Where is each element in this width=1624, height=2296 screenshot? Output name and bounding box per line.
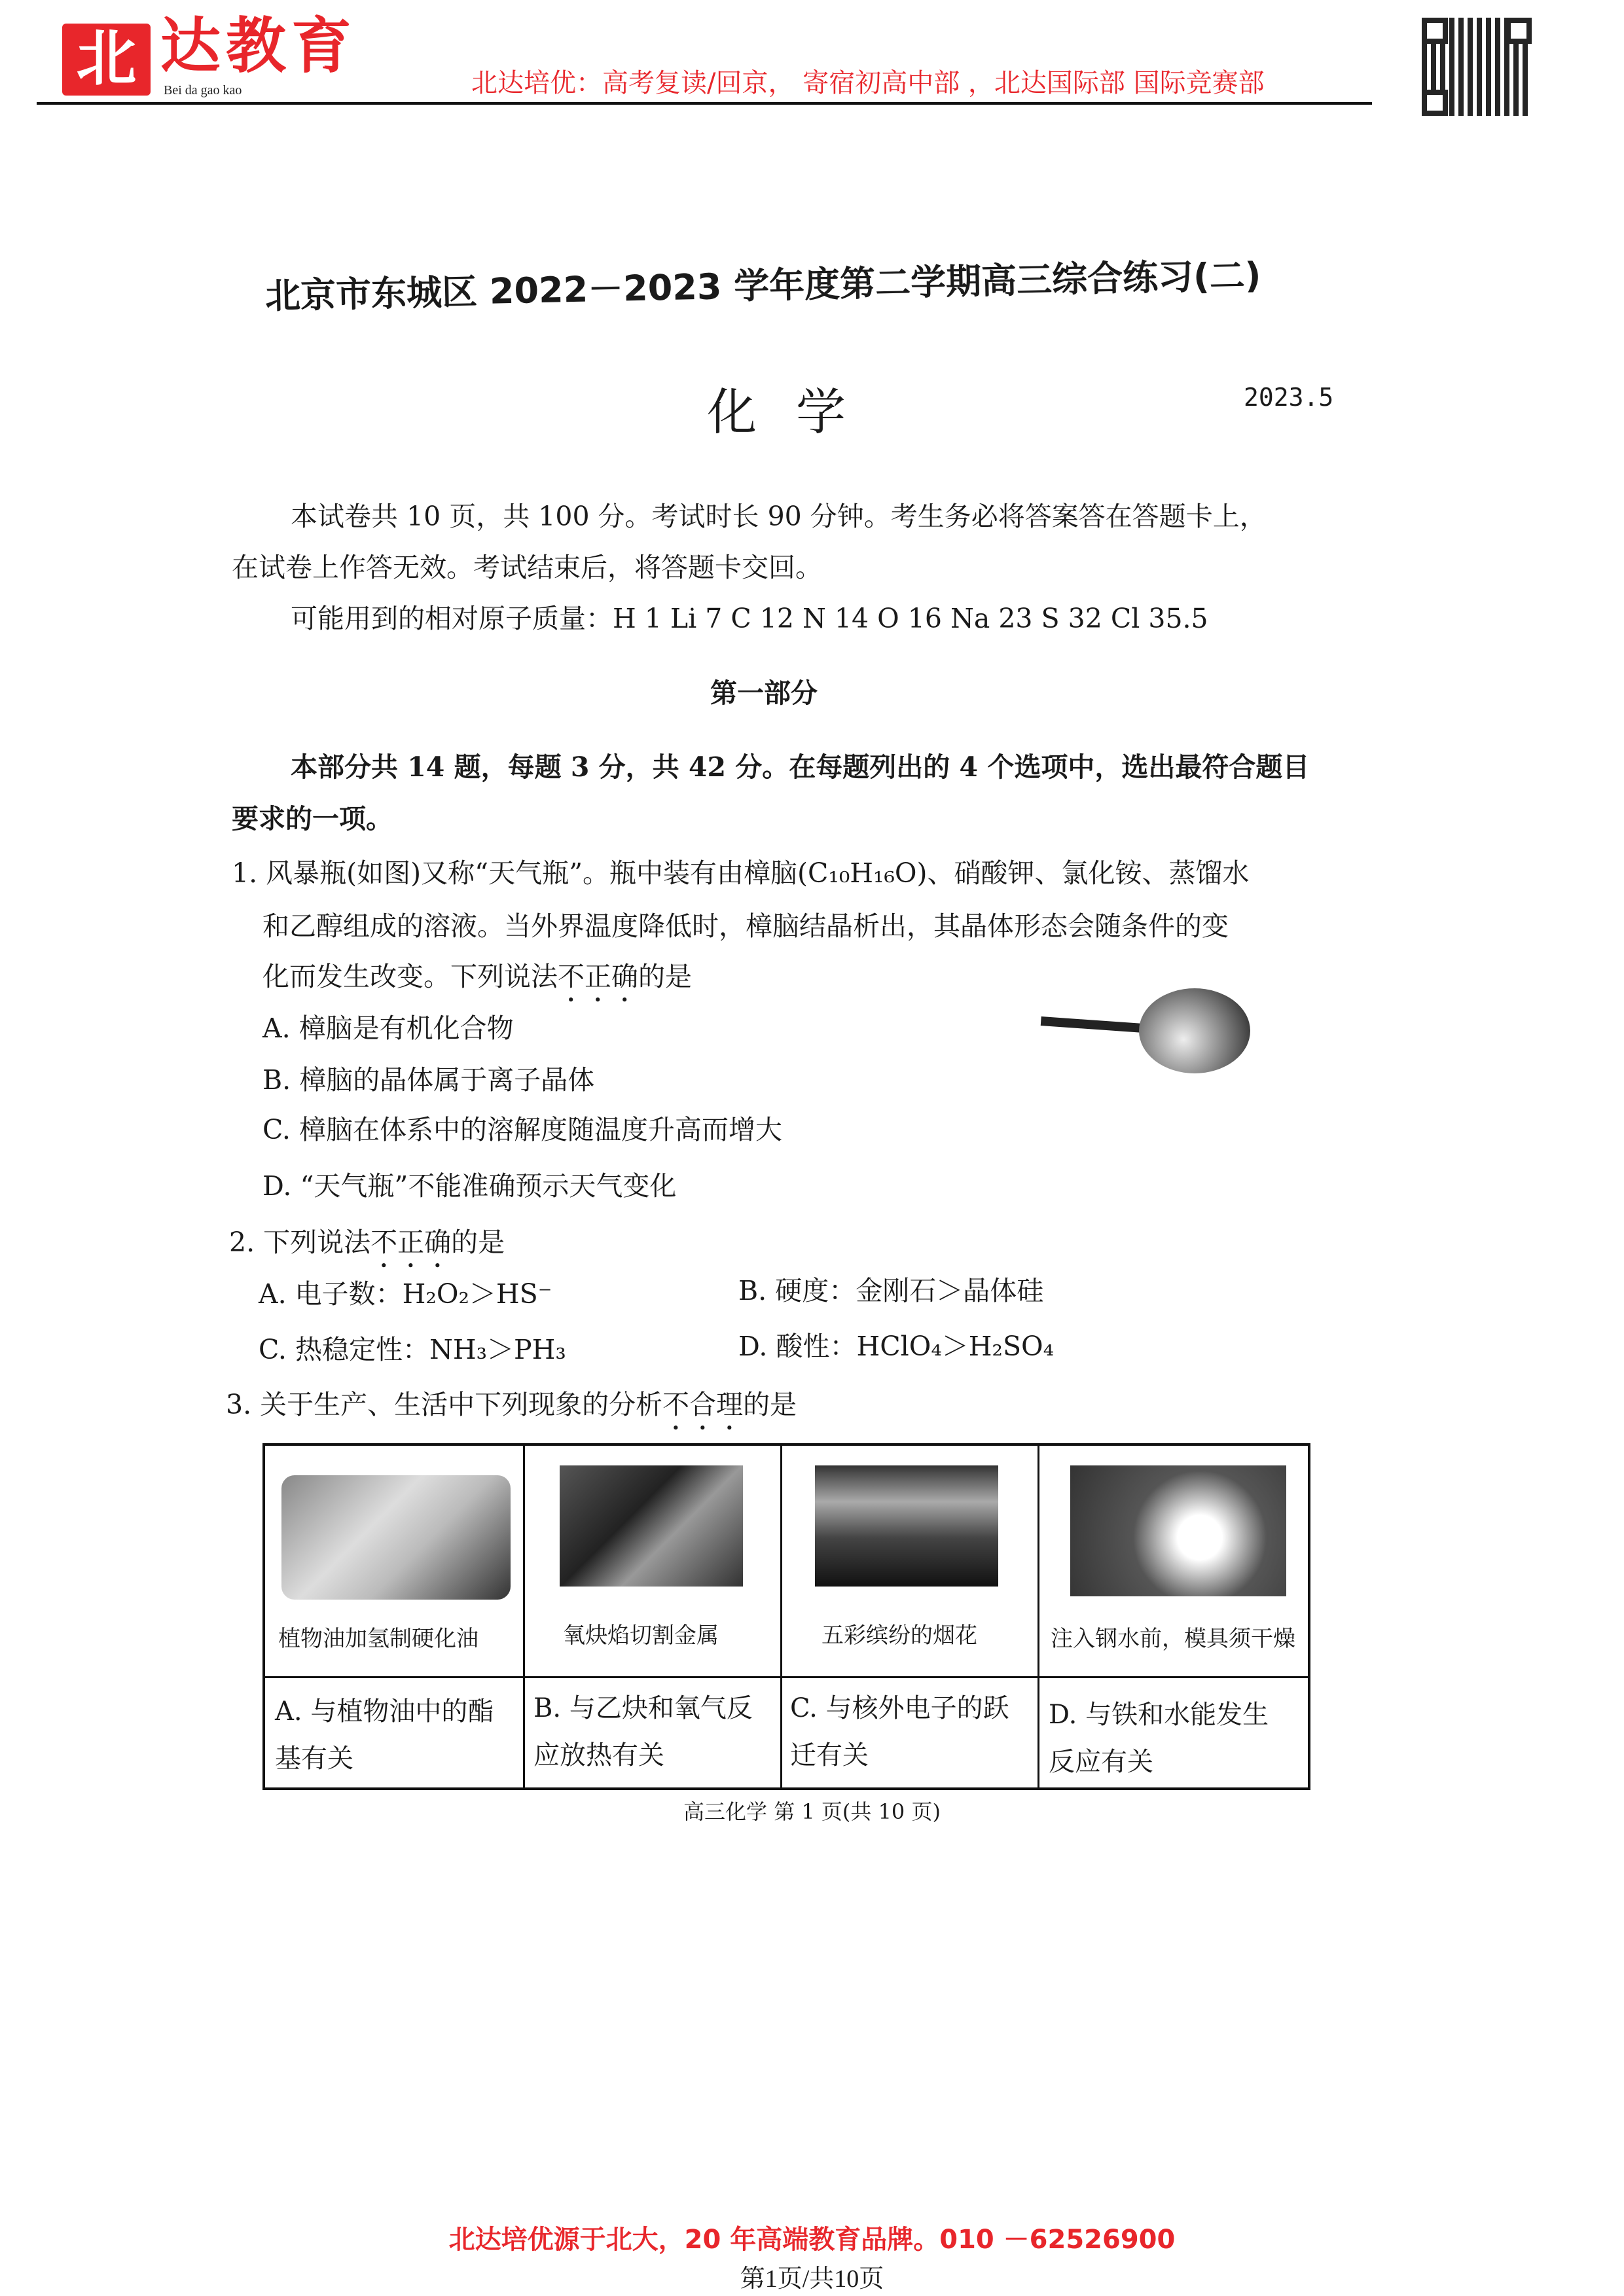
- intro-line: 在试卷上作答无效。考试结束后，将答题卡交回。: [232, 552, 822, 583]
- emphasis-text: 不正确: [370, 1227, 452, 1258]
- molten-steel-photo: [1070, 1465, 1286, 1596]
- question-1-option: D. “天气瓶”不能准确预示天气变化: [262, 1170, 677, 1202]
- page-number: 第1页/共10页: [740, 2265, 884, 2293]
- question-2-option: D. 酸性：HClO₄＞H₂SO₄: [738, 1331, 1055, 1362]
- question-1-option: A. 樟脑是有机化合物: [262, 1013, 514, 1044]
- stem-text: 的是: [743, 1389, 797, 1420]
- logo-mark: 北: [62, 24, 151, 96]
- atomic-masses: 可能用到的相对原子质量：H 1 Li 7 C 12 N 14 O 16 Na 23 S 32 Cl 35.5: [291, 603, 1208, 634]
- question-2-option: B. 硬度：金刚石＞晶体硅: [738, 1275, 1044, 1306]
- storm-glass-image: [1041, 982, 1255, 1085]
- part-instructions: 要求的一项。: [232, 803, 393, 834]
- stem-text: 的是: [451, 1227, 505, 1258]
- intro-line: 本试卷共 10 页，共 100 分。考试时长 90 分钟。考生务必将答案答在答题卡上，: [291, 501, 1267, 532]
- question-2-option: C. 热稳定性：NH₃＞PH₃: [259, 1334, 566, 1365]
- oxyacetylene-photo: [560, 1465, 743, 1587]
- header-tagline: 北达培优：高考复读/回京， 寄宿初高中部 ，北达国际部 国际竞赛部: [471, 68, 1265, 98]
- fireworks-photo: [815, 1465, 998, 1587]
- exam-date: 2023.5: [1244, 383, 1334, 412]
- promo-footer: 北达培优源于北大，20 年高端教育品牌。010 －62526900: [448, 2225, 1176, 2255]
- table-option: B. 与乙炔和氧气反应放热有关: [533, 1693, 753, 1770]
- table-option: D. 与铁和水能发生反应有关: [1049, 1700, 1269, 1777]
- part-heading: 第一部分: [710, 677, 818, 709]
- question-1-option: C. 樟脑在体系中的溶解度随温度升高而增大: [262, 1114, 782, 1145]
- question-3-table: [262, 1443, 1310, 1790]
- stem-text: 的是: [638, 961, 692, 992]
- question-2-stem: [229, 1225, 505, 1274]
- emphasis-text: 不合理: [662, 1389, 744, 1420]
- emphasis-text: 不正确: [558, 961, 638, 992]
- header-divider: [37, 102, 1372, 105]
- part-instructions: 本部分共 14 题，每题 3 分，共 42 分。在每题列出的 4 个选项中，选出最符合题目: [291, 751, 1310, 783]
- table-caption: 注入钢水前，模具须干燥: [1051, 1626, 1295, 1652]
- hydrogenation-photo: [281, 1475, 511, 1600]
- stem-text: 化而发生改变。下列说法: [262, 961, 558, 992]
- table-option: A. 与植物油中的酯基有关: [275, 1696, 494, 1774]
- qr-code-icon: [1422, 18, 1532, 116]
- question-1-stem: 1. 风暴瓶(如图)又称“天气瓶”。瓶中装有由樟脑(C₁₀H₁₆O)、硝酸钾、氯化铵、蒸馏水: [232, 857, 1250, 889]
- question-1-option: B. 樟脑的晶体属于离子晶体: [262, 1064, 595, 1096]
- page-footer-label: 高三化学 第 1 页(共 10 页): [683, 1799, 941, 1824]
- exam-title: 北京市东城区 2022－2023 学年度第二学期高三综合练习(二): [264, 255, 1262, 317]
- logo-subtitle: Bei da gao kao: [164, 83, 242, 98]
- table-caption: 植物油加氢制硬化油: [278, 1626, 478, 1652]
- subject-heading: 化学: [707, 383, 885, 441]
- question-2-option: A. 电子数：H₂O₂＞HS⁻: [259, 1278, 552, 1310]
- question-1-stem: [262, 959, 692, 1008]
- table-caption: 五彩缤纷的烟花: [821, 1623, 977, 1649]
- question-3-stem: [226, 1387, 797, 1436]
- stem-text: 3. 关于生产、生活中下列现象的分析: [226, 1389, 663, 1420]
- logo-text: 达教育: [160, 10, 357, 81]
- table-caption: 氧炔焰切割金属: [563, 1623, 719, 1649]
- table-option: C. 与核外电子的跃迁有关: [790, 1693, 1009, 1770]
- question-1-stem: 和乙醇组成的溶液。当外界温度降低时，樟脑结晶析出，其晶体形态会随条件的变: [262, 910, 1229, 942]
- stem-text: 2. 下列说法: [229, 1227, 371, 1258]
